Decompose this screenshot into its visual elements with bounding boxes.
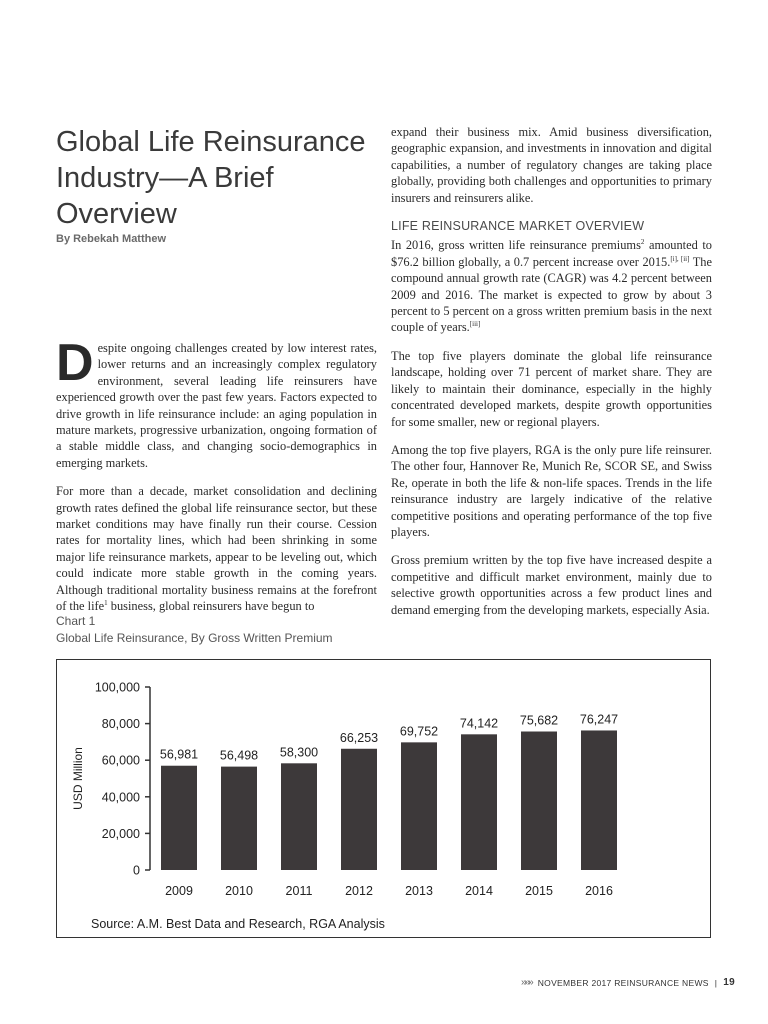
paragraph-text: business, global reinsurers have begun to bbox=[107, 599, 315, 614]
x-tick-label-2012: 2012 bbox=[345, 884, 373, 898]
publication-name: NOVEMBER 2017 REINSURANCE NEWS bbox=[537, 977, 709, 988]
page-number: 19 bbox=[723, 977, 735, 988]
y-tick-label: 80,000 bbox=[101, 717, 140, 732]
bar-2016 bbox=[581, 730, 617, 870]
y-tick-label: 20,000 bbox=[101, 826, 140, 841]
x-tick-label-2013: 2013 bbox=[405, 884, 433, 898]
paragraph-market bbox=[391, 237, 712, 335]
paragraph-text: In 2016, gross written life reinsurance premiums bbox=[391, 238, 641, 253]
left-column bbox=[56, 334, 377, 627]
paragraph-top-five: The top five players dominate the global life reinsurance landscape, holding over 71 percent of market share. They are likely to maintain their dominance, especially in the highly concentrated developed markets, despite growth opportunities for some smaller, new or regional players. bbox=[391, 348, 712, 429]
bar-2015 bbox=[521, 732, 557, 870]
paragraph-continued: expand their business mix. Amid business diversification, geographic expansion, and investments in innovation and digital capabilities, a number of regulatory changes are taking place globally, providing both challenges and opportunities to primary insurers and reinsurers alike. bbox=[391, 125, 712, 205]
footnote-ref: [iii] bbox=[469, 320, 481, 329]
x-tick-label-2011: 2011 bbox=[285, 884, 313, 898]
data-label-2016: 76,247 bbox=[579, 712, 619, 727]
paragraph-rga: Among the top five players, RGA is the only pure life reinsurer. The other four, Hannover Re, Munich Re, SCOR SE, and Swiss Re, operate in both the life & non-life spaces. Trends in the life reinsurance industry are largely indicative of the relative competitive positions and operating performance of the top five players. bbox=[391, 442, 712, 539]
section-heading: LIFE REINSURANCE MARKET OVERVIEW bbox=[391, 219, 645, 234]
chart-frame bbox=[56, 659, 711, 938]
paragraph-gross-premium: Gross premium written by the top five have increased despite a competitive and difficult market environment, mainly due to selective growth opportunities across a few product lines and demand emerging from the developing markets, especially Asia. bbox=[391, 553, 712, 617]
bar-chart bbox=[57, 660, 710, 937]
y-tick-label: 0 bbox=[133, 863, 140, 878]
y-tick-label: 60,000 bbox=[101, 753, 140, 768]
x-tick-label-2009: 2009 bbox=[165, 884, 193, 898]
article-title: Global Life Reinsurance Industry—A Brief Overview bbox=[56, 126, 366, 230]
chart-number: Chart 1 bbox=[56, 614, 96, 628]
y-tick-label: 100,000 bbox=[94, 680, 140, 695]
data-label-2015: 75,682 bbox=[519, 713, 559, 728]
footnote-ref: 2 bbox=[640, 238, 645, 247]
x-tick-label-2014: 2014 bbox=[465, 884, 493, 898]
right-column bbox=[391, 124, 712, 630]
paragraph-text: For more than a decade, market consolidation and declining growth rates defined the global life reinsurance sector, but these market conditions may have finally run their course. Cession rates for mortality lines, which had been shrinking in some major life reinsurance markets, appear to be leveling out, which could indicate more stable growth in the coming years. Although traditional mortality business remains at the forefront of the life bbox=[56, 484, 377, 614]
data-label-2011: 58,300 bbox=[279, 745, 319, 760]
x-tick-label-2010: 2010 bbox=[225, 884, 253, 898]
bar-2010 bbox=[221, 767, 257, 870]
chart-source: Source: A.M. Best Data and Research, RGA Analysis bbox=[91, 917, 385, 931]
drop-cap: D bbox=[56, 334, 94, 392]
chart-title: Global Life Reinsurance, By Gross Written Premium bbox=[56, 631, 333, 645]
bar-2014 bbox=[461, 734, 497, 870]
paragraph-intro bbox=[56, 334, 377, 471]
paragraph-text: amounted to $76.2 billion globally, a 0.7 percent increase over 2015. bbox=[391, 238, 712, 269]
footer-separator: | bbox=[714, 977, 718, 988]
footnote-ref: [i], [ii] bbox=[670, 254, 690, 263]
bar-2013 bbox=[401, 742, 437, 870]
page-footer bbox=[521, 977, 735, 988]
chevrons-icon: »»» bbox=[521, 977, 532, 988]
x-tick-label-2015: 2015 bbox=[525, 884, 553, 898]
data-label-2013: 69,752 bbox=[399, 724, 439, 739]
chart-caption bbox=[56, 613, 333, 647]
byline: By Rebekah Matthew bbox=[56, 233, 167, 245]
data-label-2010: 56,498 bbox=[219, 748, 259, 763]
paragraph-intro-text: espite ongoing challenges created by low interest rates, lower returns and an increasingly complex regulatory environment, several leading life reinsurers have experienced growth over the past few years. Factors expected to drive growth in life reinsurance include: an aging population in mature markets, progressive urbanization, ongoing formation of a stable middle class, and changing socio-demographics in emerging markets. bbox=[56, 341, 377, 470]
bar-2012 bbox=[341, 749, 377, 870]
y-tick-label: 40,000 bbox=[101, 790, 140, 805]
paragraph-text: The compound annual growth rate (CAGR) was 4.2 percent between 2009 and 2016. The market is expected to grow by about 3 percent to 5 percent on a gross written premium basis in the next couple of years. bbox=[391, 254, 712, 335]
bar-2009 bbox=[161, 766, 197, 870]
data-label-2012: 66,253 bbox=[339, 730, 379, 745]
y-axis-title: USD Million bbox=[71, 747, 85, 810]
footnote-ref: 1 bbox=[104, 598, 108, 607]
x-tick-label-2016: 2016 bbox=[585, 884, 613, 898]
data-label-2014: 74,142 bbox=[459, 716, 499, 731]
bar-2011 bbox=[281, 763, 317, 870]
data-label-2009: 56,981 bbox=[159, 747, 199, 762]
paragraph-consolidation bbox=[56, 483, 377, 614]
